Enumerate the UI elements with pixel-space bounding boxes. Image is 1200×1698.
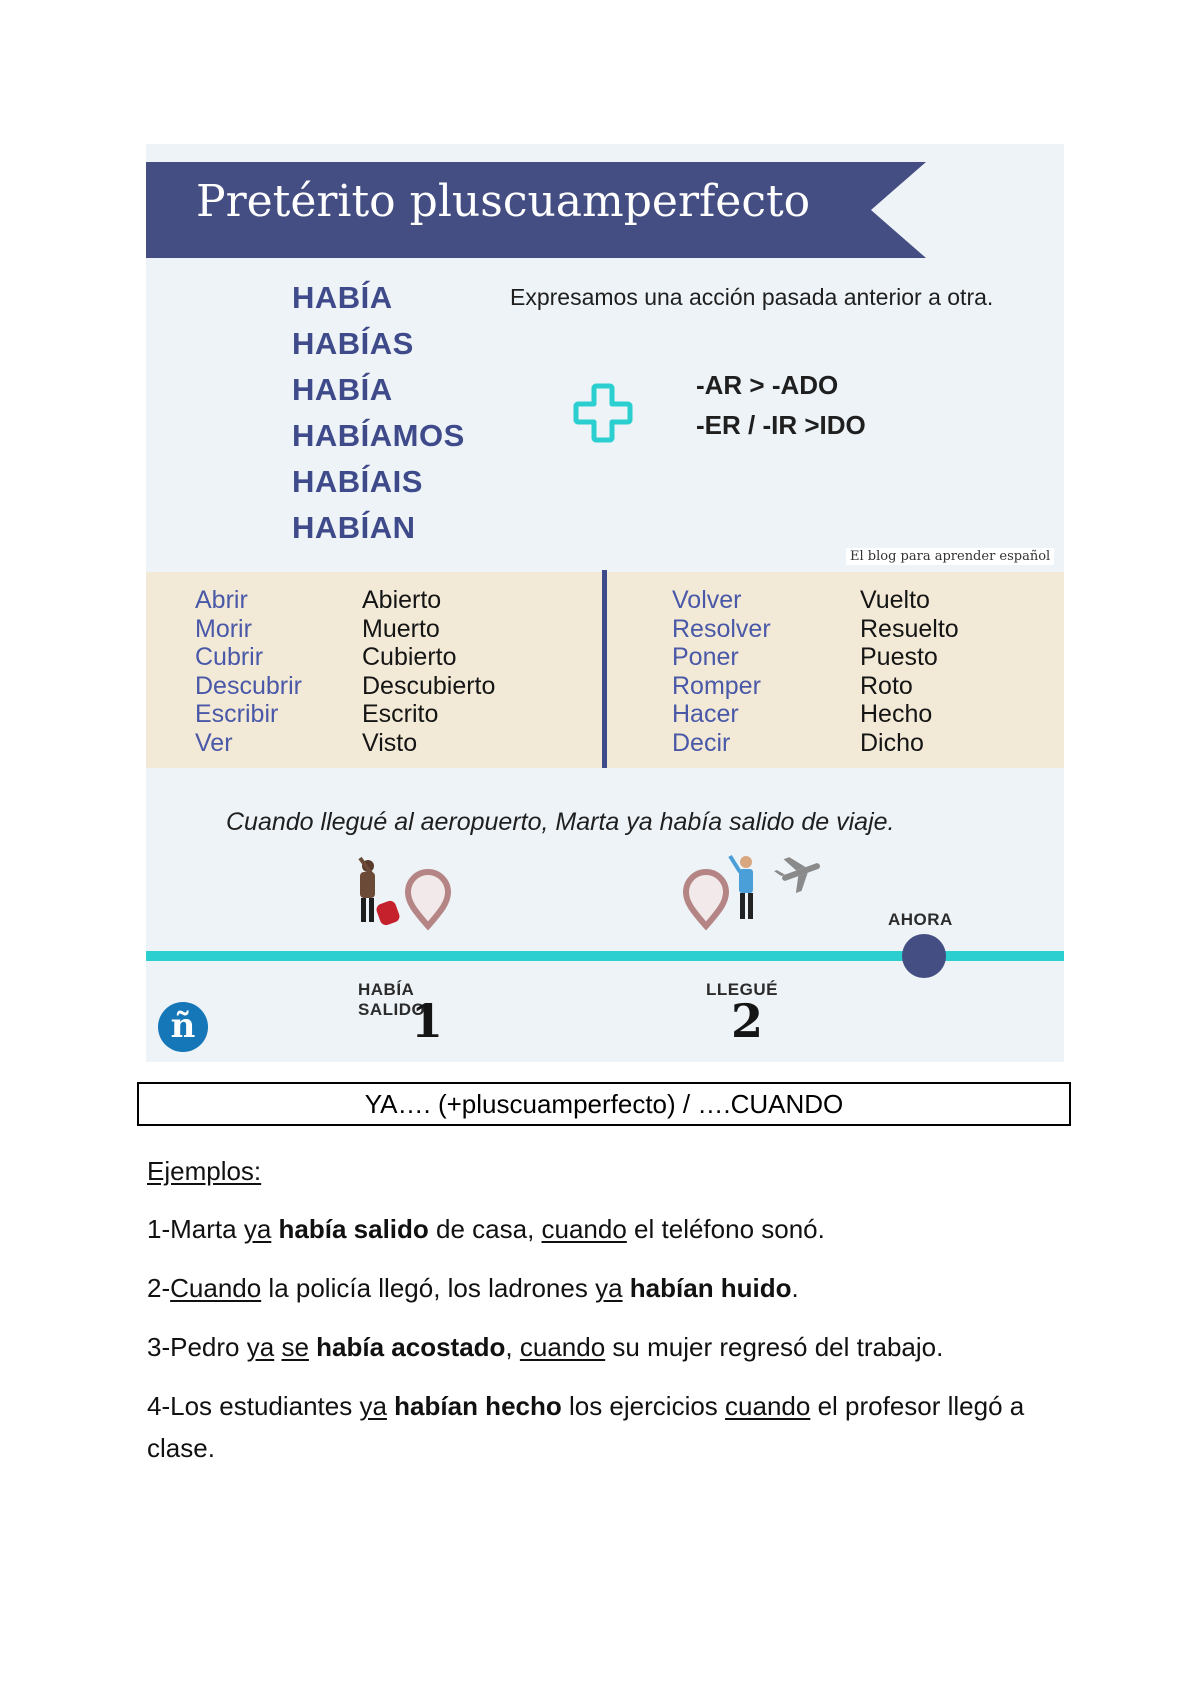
rule-er-ir: -ER / -IR >IDO — [696, 410, 866, 440]
text-segment: el profesor llegó a clase. — [147, 1391, 1025, 1463]
map-pin-icon — [686, 872, 726, 926]
infinitive: Escribir — [195, 700, 279, 728]
point2-label: LLEGUÉ — [706, 980, 778, 999]
infographic-title: Pretérito pluscuamperfecto — [196, 176, 811, 227]
point1-number: 1 — [411, 994, 444, 1048]
point2-number: 2 — [731, 994, 764, 1048]
infinitive: Descubrir — [195, 671, 302, 700]
infinitive: Poner — [672, 643, 739, 671]
auxiliary-form: HABÍA — [292, 280, 393, 315]
keyword-cuando: Cuando — [170, 1273, 262, 1303]
infinitive: Decir — [672, 728, 731, 757]
plus-icon — [570, 380, 636, 446]
examples-heading-text: Ejemplos: — [147, 1156, 262, 1186]
text-segment: de casa, — [428, 1214, 542, 1244]
participle: Cubierto — [362, 643, 457, 671]
pluperfect-verb: había acostado — [316, 1332, 506, 1362]
point1-label: HABÍA SALIDO — [358, 980, 426, 1019]
example-2 — [147, 1267, 1047, 1309]
text-segment: , — [505, 1332, 520, 1362]
keyword-ya: ya — [246, 1332, 275, 1362]
pluperfect-verb: habían hecho — [394, 1391, 562, 1421]
infinitive: Hacer — [672, 700, 739, 728]
infinitive: Ver — [195, 728, 233, 757]
infinitive: Volver — [672, 586, 742, 614]
traveler-icon — [360, 858, 401, 927]
waving-person-icon — [730, 856, 753, 919]
example-1 — [147, 1208, 1047, 1250]
keyword-cuando: cuando — [519, 1332, 606, 1362]
pluperfect-verb: había salido — [278, 1214, 429, 1244]
keyword-cuando: cuando — [725, 1391, 811, 1421]
keyword-cuando: cuando — [541, 1214, 627, 1244]
text-segment: su mujer regresó del trabajo. — [605, 1332, 944, 1362]
text-segment: 3-Pedro — [147, 1332, 247, 1362]
infinitive: Cubrir — [195, 643, 264, 671]
keyword-ya: ya — [595, 1273, 623, 1303]
map-pin-icon — [408, 864, 448, 926]
text-segment: la policía llegó, los ladrones — [261, 1273, 596, 1303]
auxiliary-form: HABÍA — [292, 372, 393, 407]
now-marker — [902, 934, 946, 978]
band-divider — [602, 570, 607, 768]
infinitive: Resolver — [672, 614, 771, 643]
irregular-participles-left — [362, 586, 495, 757]
text-segment: los ejercicios — [561, 1391, 726, 1421]
irregular-infinitives-left — [195, 586, 302, 757]
text-segment: 1-Marta — [147, 1214, 244, 1244]
participle: Visto — [362, 728, 418, 757]
infographic — [146, 144, 1064, 1062]
keyword-ya: ya — [359, 1391, 387, 1421]
auxiliary-form: HABÍAN — [292, 510, 416, 545]
participle: Roto — [860, 671, 913, 700]
blog-label: El blog para aprender español — [846, 548, 1054, 565]
irregular-infinitives-right — [672, 586, 771, 757]
participle: Resuelto — [860, 614, 959, 643]
participle: Escrito — [362, 700, 439, 728]
definition-text: Expresamos una acción pasada anterior a otra. — [510, 284, 994, 310]
enie-logo-icon: ñ — [158, 1002, 208, 1052]
irregular-participles-right — [860, 586, 959, 757]
participle: Hecho — [860, 700, 933, 728]
infinitive: Morir — [195, 614, 252, 643]
participle: Abierto — [362, 586, 442, 614]
irregular-participles-band — [146, 572, 1064, 768]
now-label: AHORA — [888, 910, 953, 929]
infinitive: Abrir — [195, 586, 248, 614]
auxiliary-form: HABÍAMOS — [292, 418, 465, 453]
title-banner — [146, 162, 926, 258]
text-segment: . — [791, 1273, 799, 1303]
rule-box: YA…. (+pluscuamperfecto) / ….CUANDO — [137, 1082, 1071, 1126]
auxiliary-form: HABÍAS — [292, 326, 414, 361]
examples-heading — [147, 1150, 1047, 1192]
example-sentence: Cuando llegué al aeropuerto, Marta ya había salido de viaje. — [226, 808, 895, 836]
keyword-se: se — [281, 1332, 309, 1362]
example-3 — [147, 1326, 1047, 1368]
pluperfect-verb: habían huido — [629, 1273, 792, 1303]
keyword-ya: ya — [243, 1214, 272, 1244]
auxiliary-form: HABÍAIS — [292, 464, 423, 499]
participle: Muerto — [362, 614, 440, 643]
participle: Puesto — [860, 643, 938, 671]
airplane-icon — [771, 854, 826, 897]
participle: Dicho — [860, 728, 924, 757]
example-4 — [147, 1385, 1047, 1469]
participle: Descubierto — [362, 671, 496, 700]
text-segment: el teléfono sonó. — [626, 1214, 825, 1244]
text-segment: 2- — [147, 1273, 171, 1303]
infinitive: Romper — [672, 671, 761, 700]
text-segment: 4-Los estudiantes — [147, 1391, 360, 1421]
participle: Vuelto — [860, 586, 930, 614]
timeline-graphic — [146, 854, 1064, 1062]
rule-ar: -AR > -ADO — [696, 370, 839, 400]
